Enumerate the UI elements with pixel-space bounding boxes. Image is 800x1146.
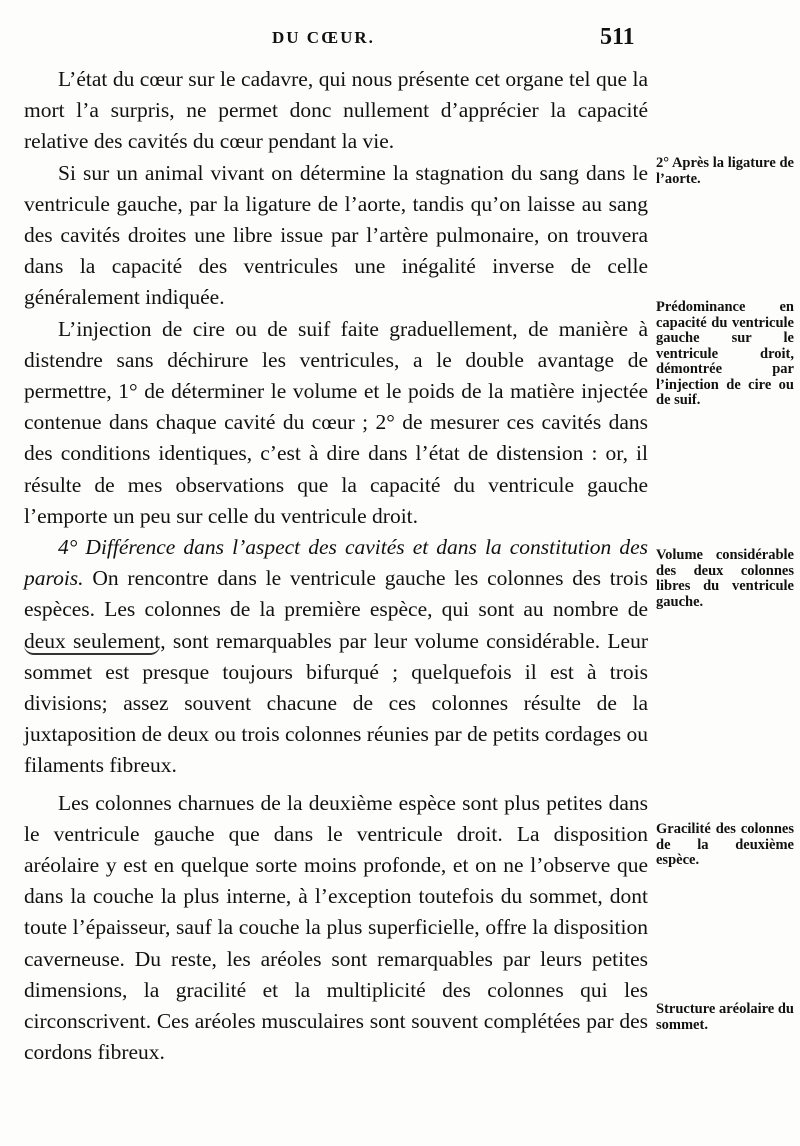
paragraph-ligature: Si sur un animal vivant on détermine la stagnation du sang dans le ventricule gauche, par la ligature de l’aorte, tandis qu’on laisse au sang des cavités droites une libre issue par l’artère pulmonaire, on trouvera dans la capacité des ventricules une inégalité inverse de celle généralement indiquée.: [24, 160, 648, 310]
handwritten-underline: deux seulement: [24, 628, 161, 653]
margin-note-gracility: Gracilité des colonnes de la deuxième espèce.: [656, 821, 794, 868]
margin-note-predominance: Prédominance en capacité du ventricule gauche sur le ventricule droit, démontrée par l’injection de cire ou de suif.: [656, 299, 794, 408]
paragraph-injection: L’injection de cire ou de suif faite graduellement, de manière à distendre sans déchirure les ventricules, a le double avantage de permettre, 1° de déterminer le volume et le poids de la matière injectée contenue dans chaque cavité du cœur ; 2° de mesurer ces cavités dans des conditions identiques, c’est à dire dans l’état de distension : or, il résulte de mes observations que la capacité du ventricule gauche l’emporte un peu sur celle du ventricule droit.: [24, 316, 648, 528]
running-head: DU CŒUR.: [272, 28, 375, 47]
section-4-text-before: On rencontre dans le ventricule gauche les colonnes des trois espèces. Les colonnes de la première espèce, qui sont au nombre de: [24, 566, 648, 622]
main-text: [24, 64, 648, 1069]
page-header: [0, 22, 660, 62]
margin-note-structure: Structure aréolaire du sommet.: [656, 1001, 794, 1033]
section-4-text-after: , sont remarquables par leur volume considérable. Leur sommet est presque toujours bifurqué ; quelquefois il est à trois divisions; assez souvent chacune de ces colonnes résulte de la juxtaposition de deux ou trois colonnes réunies par de petits cordages ou filaments fibreux.: [24, 628, 648, 778]
paragraph-cadaver: L’état du cœur sur le cadavre, qui nous présente cet organe tel que la mort l’a surpris, ne permet donc nullement d’apprécier la capacité relative des cavités du cœur pendant la vie.: [24, 67, 648, 154]
section-4-heading: 4° Différence dans l’aspect des cavités et dans la constitution des parois.: [24, 535, 648, 591]
margin-note-volume: Volume considérable des deux colonnes libres du ventricule gauche.: [656, 547, 794, 610]
paragraph-section-4: [24, 532, 648, 782]
margin-note-ligature: 2° Après la ligature de l’aorte.: [656, 155, 794, 187]
page-number: 511: [600, 24, 635, 50]
paragraph-second-species: Les colonnes charnues de la deuxième espèce sont plus petites dans le ventricule gauche que dans le ventricule droit. La disposition aréolaire y est en quelque sorte moins profonde, et on ne l’observe que dans la couche la plus interne, à l’exception toutefois du sommet, dont toute l’épaisseur, sauf la couche la plus superficielle, offre la disposition caverneuse. Du reste, les aréoles sont remarquables par leurs petites dimensions, la gracilité et la multiplicité des colonnes qui les circonscrivent. Ces aréoles musculaires sont souvent complétées par des cordons fibreux.: [24, 790, 648, 1065]
